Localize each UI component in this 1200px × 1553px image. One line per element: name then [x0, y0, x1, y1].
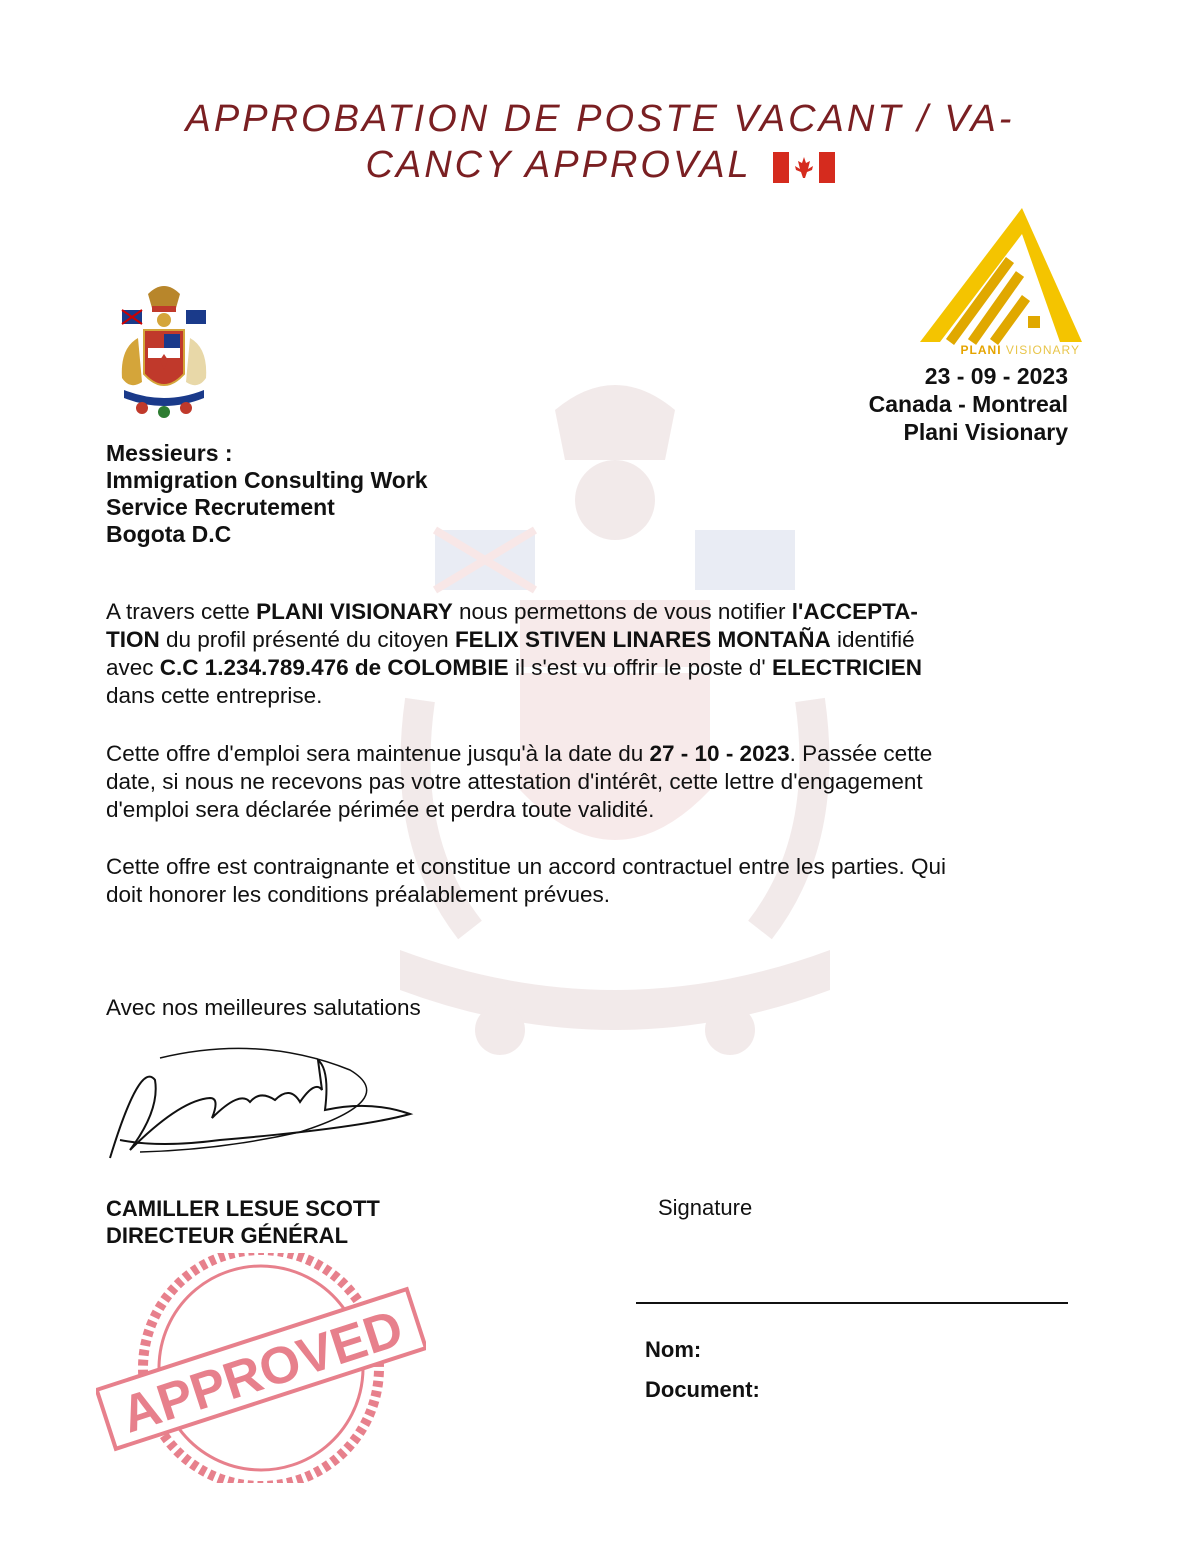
header-info	[869, 362, 1068, 446]
name-label: Nom:	[645, 1337, 702, 1362]
document-title	[120, 96, 1080, 188]
paragraph-line: Cette offre est contraignante et constitue un accord contractuel entre les parties. Qui	[106, 854, 947, 879]
recipient-address	[106, 440, 428, 548]
acceptance-word-end: TION	[106, 627, 160, 652]
stamp-text: APPROVED	[114, 1299, 410, 1445]
paragraph-validity	[106, 740, 1066, 824]
document-label: Document:	[645, 1377, 760, 1402]
acceptance-word: l'ACCEPTA-	[791, 599, 918, 624]
signer-role: DIRECTEUR GÉNÉRAL	[106, 1223, 349, 1248]
recipient-line-3: Bogota D.C	[106, 521, 232, 547]
signature-line[interactable]	[636, 1302, 1068, 1304]
letter-company: Plani Visionary	[903, 419, 1068, 445]
logo-wordmark-part1: PLANI	[960, 343, 1002, 357]
watermark-crest-icon	[380, 370, 850, 1070]
salutation: Messieurs :	[106, 440, 233, 466]
signer-block	[106, 1195, 380, 1249]
text-run: avec	[106, 655, 160, 680]
paragraph-line	[106, 682, 1066, 710]
text-run: dans cette entreprise.	[106, 683, 323, 708]
paragraph-line	[106, 626, 1066, 654]
recipient-line-2: Service Recrutement	[106, 494, 335, 520]
paragraph-line	[106, 598, 1066, 626]
title-line-1: APPROBATION DE POSTE VACANT / VA-	[185, 98, 1015, 140]
closing-line: Avec nos meilleures salutations	[106, 995, 421, 1020]
paragraph-line: date, si nous ne recevons pas votre attestation d'intérêt, cette lettre d'engagement	[106, 769, 923, 794]
text-run: nous permettons de vous notifier	[452, 599, 792, 624]
candidate-name: FELIX STIVEN LINARES MONTAÑA	[454, 627, 831, 652]
text-run: identifié	[830, 627, 915, 652]
text-run: . Passée cette	[789, 741, 933, 766]
plani-visionary-logo-icon	[910, 204, 1090, 360]
paragraph-line: doit honorer les conditions préalablement prévues.	[106, 882, 611, 907]
logo-wordmark-part2: VISIONARY	[1001, 343, 1080, 357]
expiry-date: 27 - 10 - 2023	[649, 741, 790, 766]
signer-name: CAMILLER LESUE SCOTT	[106, 1196, 380, 1221]
letter-location: Canada - Montreal	[868, 391, 1068, 417]
canada-flag-icon	[773, 152, 835, 183]
approved-stamp-icon	[96, 1253, 426, 1483]
paragraph-line	[106, 654, 1066, 682]
candidate-id: C.C 1.234.789.476 de COLOMBIE	[159, 655, 509, 680]
letter-date: 23 - 09 - 2023	[924, 363, 1068, 389]
title-line-2-text: CANCY APPROVAL	[365, 144, 751, 186]
text-run: il s'est vu offrir le poste d'	[508, 655, 772, 680]
coat-of-arms-icon	[108, 278, 220, 420]
job-title: ELECTRICIEN	[771, 655, 922, 680]
text-run: A travers cette	[106, 599, 257, 624]
paragraph-binding	[106, 853, 1066, 909]
title-line-2	[120, 142, 1080, 188]
paragraph-line: d'emploi sera déclarée périmée et perdra toute validité.	[106, 797, 655, 822]
text-run: du profil présenté du citoyen	[159, 627, 455, 652]
company-name: PLANI VISIONARY	[256, 599, 453, 624]
signature-label: Signature	[658, 1195, 753, 1220]
text-run: Cette offre d'emploi sera maintenue jusqu'à la date du	[106, 741, 650, 766]
paragraph-acceptance	[106, 598, 1066, 710]
recipient-line-1: Immigration Consulting Work	[106, 467, 428, 493]
logo-wordmark	[900, 343, 1080, 357]
paragraph-line	[106, 740, 1066, 768]
signature-icon	[100, 1040, 430, 1170]
